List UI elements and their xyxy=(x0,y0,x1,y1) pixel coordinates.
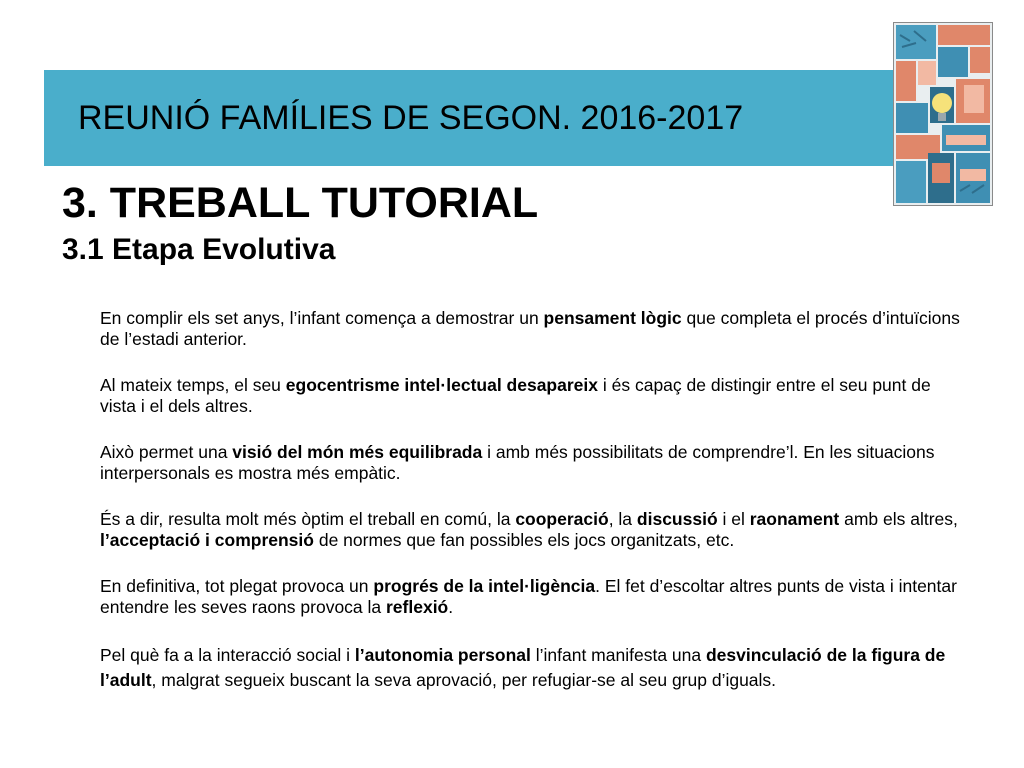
emphasis-text: discussió xyxy=(636,509,718,529)
section-heading: 3. TREBALL TUTORIAL xyxy=(62,179,539,227)
paragraph-pensament-logic xyxy=(100,308,970,350)
emphasis-text: cooperació xyxy=(515,509,609,529)
body-text: . El fet d’escoltar altres punts de vista i intentar entendre les seves raons provoca la xyxy=(100,576,957,617)
body-text: i amb més possibilitats de comprendre’l. En les situacions interpersonals es mostra més empàtic. xyxy=(100,442,935,483)
body-text: En definitiva, tot plegat provoca un xyxy=(100,576,374,596)
lightbulb-collage-illustration xyxy=(893,22,993,206)
body-text: Això permet una xyxy=(100,442,233,462)
emphasis-text: visió del món més equilibrada xyxy=(232,442,483,462)
body-text: i és capaç de distingir entre el seu punt de vista i el dels altres. xyxy=(100,375,931,416)
body-text: que completa el procés d’intuïcions de l’estadi anterior. xyxy=(100,308,960,349)
emphasis-text: progrés de la intel·ligència xyxy=(373,576,596,596)
emphasis-text: reflexió xyxy=(386,597,449,617)
emphasis-text: raonament xyxy=(749,509,840,529)
body-text: de normes que fan possibles els jocs organitzats, etc. xyxy=(313,530,735,550)
body-text: . xyxy=(448,597,454,617)
paragraph-progres-intelligencia xyxy=(100,576,970,618)
body-text: És a dir, resulta molt més òptim el treball en comú, la xyxy=(100,509,516,529)
emphasis-text: l’acceptació i comprensió xyxy=(100,530,314,550)
paragraph-autonomia-personal xyxy=(100,643,970,693)
slide-body xyxy=(100,308,970,718)
section-subheading: 3.1 Etapa Evolutiva xyxy=(62,233,336,266)
body-text: , la xyxy=(608,509,637,529)
body-text: Al mateix temps, el seu xyxy=(100,375,286,395)
emphasis-text: desvinculació de la figura de l’adult xyxy=(100,645,946,690)
emphasis-text: pensament lògic xyxy=(543,308,682,328)
body-text: , malgrat segueix buscant la seva aprovació, per refugiar-se al seu grup d’iguals. xyxy=(151,670,777,690)
body-text: amb els altres, xyxy=(839,509,958,529)
emphasis-text: l’autonomia personal xyxy=(354,645,531,665)
paragraph-egocentrisme xyxy=(100,375,970,417)
body-text: Pel què fa a la interacció social i xyxy=(100,645,355,665)
body-text: En complir els set anys, l’infant comença a demostrar un xyxy=(100,308,544,328)
body-text: i el xyxy=(717,509,750,529)
emphasis-text: egocentrisme intel·lectual desapareix xyxy=(285,375,598,395)
body-text: l’infant manifesta una xyxy=(530,645,706,665)
paragraph-visio-mon xyxy=(100,442,970,484)
paragraph-cooperacio xyxy=(100,509,970,551)
banner-title: REUNIÓ FAMÍLIES DE SEGON. 2016-2017 xyxy=(78,99,744,137)
